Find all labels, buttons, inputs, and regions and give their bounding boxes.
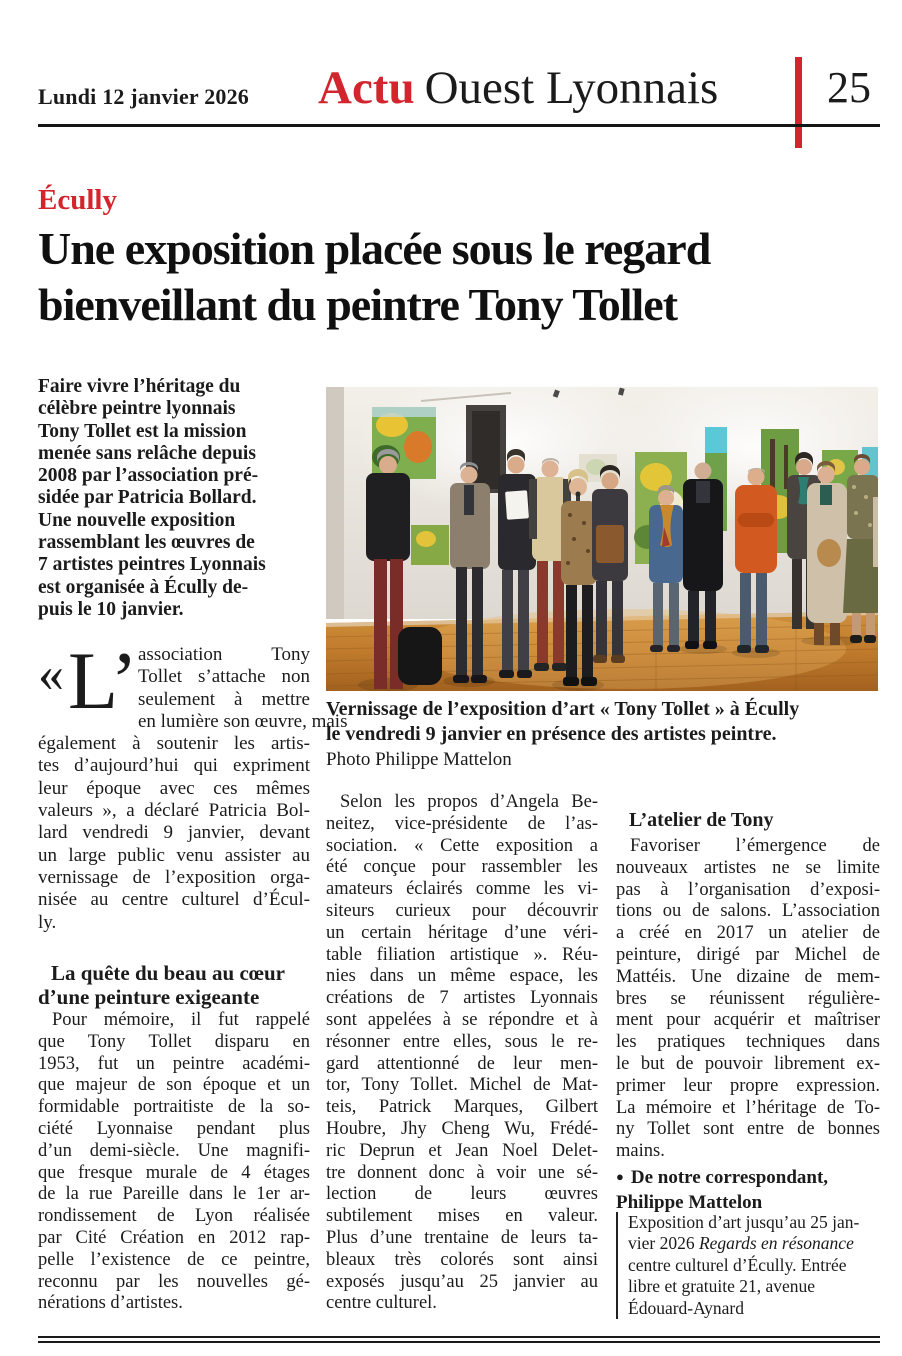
correspondent-byline xyxy=(616,1164,880,1215)
text-line: vernissage de l’exposition orga- xyxy=(38,866,310,888)
page-number-divider xyxy=(795,57,802,148)
byline-text: De notre correspondant, xyxy=(630,1167,829,1188)
text-line: rondissement de Lyon réalisée xyxy=(38,1206,310,1227)
kicker-city: Écully xyxy=(38,184,117,216)
text-line: tre donnent donc à voir une sé- xyxy=(326,1162,598,1183)
text-line: bleaux très colorés sont ainsi xyxy=(326,1249,598,1270)
body-paragraph-2 xyxy=(326,792,598,1315)
text-line: Plus d’une trentaine de leurs ta- xyxy=(326,1227,598,1248)
text-line: teis, Patrick Marques, Gilbert xyxy=(326,1097,598,1118)
text-line: seulement à mettre xyxy=(138,688,310,710)
text-line: en lumière son œuvre, mais xyxy=(138,710,348,732)
text-line: sidée par Patricia Bollard. xyxy=(38,487,257,509)
open-quote-mark: « xyxy=(38,646,62,703)
masthead-section: Ouest Lyonnais xyxy=(424,62,719,114)
text-line: Une nouvelle exposition xyxy=(38,509,236,531)
text-line: Exposition d’art jusqu’au 25 jan- xyxy=(628,1212,860,1232)
text-line: leur époque avec ces mêmes xyxy=(38,777,310,799)
photo-caption xyxy=(326,697,878,747)
text-line: ly. xyxy=(38,911,57,933)
text-line: créations de 7 artistes Lyonnais xyxy=(326,988,598,1009)
text-line: tions ou de salons. L’association xyxy=(616,901,880,922)
text-line: valeurs », a déclaré Patricia Bol- xyxy=(38,800,310,822)
text-line: neitez, vice-présidente de l’as- xyxy=(326,813,598,834)
text-line: a créé en 2017 un atelier de xyxy=(616,923,880,944)
headline xyxy=(38,221,858,333)
text-line: est organisée à Écully de- xyxy=(38,576,249,598)
text-line: 1953, fut un peintre académi- xyxy=(38,1053,310,1074)
text-line: gard attentionné de leur men- xyxy=(326,1053,598,1074)
drop-cap-block xyxy=(38,635,138,726)
text-line: Édouard-Aynard xyxy=(628,1297,744,1318)
text-line: Mattéis. Une dizaine de mem- xyxy=(616,966,880,987)
text-line: Houbre, Jhy Cheng Wu, Frédé- xyxy=(326,1118,598,1139)
text-line: pelle l’existence de ce peintre, xyxy=(38,1249,310,1270)
text-line: Pour mémoire, il fut rappelé xyxy=(52,1010,310,1030)
subhead-atelier: L’atelier de Tony xyxy=(629,809,774,831)
text-line: lection de leurs œuvres xyxy=(326,1184,598,1205)
body-paragraph-1 xyxy=(38,1010,310,1315)
text-line: ric Deprun et Jean Noel Delet- xyxy=(326,1140,598,1161)
text-line: un large public venu assister au xyxy=(38,844,310,866)
backpack xyxy=(398,627,442,685)
text-line: Tollet s’attache non xyxy=(138,666,310,688)
text-line: les pratiques techniques dans xyxy=(616,1032,880,1053)
text-line: 2008 par l’association pré- xyxy=(38,465,259,487)
text-line: lard vendredi 9 janvier, devant xyxy=(38,822,310,844)
drop-cap: L’ xyxy=(68,635,138,726)
article-photo xyxy=(326,387,878,691)
text-line: pas à l’organisation d’exposi- xyxy=(616,879,880,900)
text-line: ment pour acquérir et maîtriser xyxy=(616,1010,880,1031)
text-line: que Tony Tollet disparu en xyxy=(38,1031,310,1052)
vernissage-photo-illustration xyxy=(326,387,878,691)
text-line: puis le 10 janvier. xyxy=(38,598,184,620)
text-line: libre et gratuite 21, avenue xyxy=(628,1276,816,1297)
text-line: bienveillant du peintre Tony Tollet xyxy=(38,279,678,330)
text-line: nérations d’artistes. xyxy=(38,1293,183,1314)
text-line: nouveaux artistes ne se limite xyxy=(616,857,880,878)
text-line: subtilement mises en valeur. xyxy=(326,1206,598,1227)
text-line: le vendredi 9 janvier en présence des artistes peintre. xyxy=(326,723,777,745)
text-line: reconnu par les nouvelles gé- xyxy=(38,1271,310,1292)
lead-paragraph xyxy=(38,376,310,621)
text-line: ciété Lyonnaise pendant plus xyxy=(38,1118,310,1139)
text-line: association Tony xyxy=(138,644,310,665)
footer-rule-top xyxy=(38,1336,880,1338)
byline-name: Philippe Mattelon xyxy=(616,1192,763,1213)
text-line: vier 2026 Regards en résonance xyxy=(628,1233,854,1254)
text-line: centre culturel d’Écully. Entrée xyxy=(628,1254,847,1275)
text-line: mains. xyxy=(616,1141,665,1162)
bullet-icon: ● xyxy=(616,1169,624,1184)
body-paragraph-3 xyxy=(616,836,880,1163)
text-line: ny Tollet sont entre de bonnes xyxy=(616,1119,880,1140)
text-line: Selon les propos d’Angela Be- xyxy=(340,792,598,812)
text-line: centre culturel. xyxy=(326,1293,437,1314)
edition-date: Lundi 12 janvier 2026 xyxy=(38,84,249,109)
quote-paragraph xyxy=(38,635,348,934)
footer-rule-bottom xyxy=(38,1341,880,1343)
text-line: peinture, dirigé par Michel de xyxy=(616,944,880,965)
text-line: que fresque murale de 4 étages xyxy=(38,1162,310,1183)
text-line: sont appelées à se répondre et à xyxy=(326,1009,598,1030)
page-number: 25 xyxy=(827,63,871,112)
text-line: bres se réunissent régulière- xyxy=(616,988,880,1009)
text-line: exposés jusqu’au 25 janvier au xyxy=(326,1271,598,1292)
text-line: La quête du beau au cœur xyxy=(51,961,285,985)
text-line: La mémoire et l’héritage de To- xyxy=(616,1097,880,1118)
masthead xyxy=(318,62,718,114)
text-line: également à soutenir les artis- xyxy=(38,733,310,755)
text-line: rassemblant les œuvres de xyxy=(38,532,255,554)
text-line: amateurs éclairés comme les vi- xyxy=(326,879,598,900)
text-line: sociation. « Cette exposition a xyxy=(326,835,598,856)
text-line: primer leur propre expression. xyxy=(616,1075,880,1096)
text-line: Tony Tollet est la mission xyxy=(38,420,247,442)
text-line: un certain héritage d’une véri- xyxy=(326,922,598,943)
text-line: par Cité Création en 2012 rap- xyxy=(38,1227,310,1248)
text-line: tor, Tony Tollet. Michel de Mat- xyxy=(326,1075,598,1096)
text-line: Faire vivre l’héritage du xyxy=(38,376,241,397)
masthead-brand: Actu xyxy=(318,62,415,114)
photo-credit: Photo Philippe Mattelon xyxy=(326,749,512,770)
text-line: Vernissage de l’exposition d’art « Tony Tollet » à Écully xyxy=(326,698,800,720)
text-line: de la rue Pareille dans le 1er ar- xyxy=(38,1184,310,1205)
text-line: que majeur de son époque et un xyxy=(38,1075,310,1096)
text-line: nies dans un même espace, les xyxy=(326,966,598,987)
text-line: tes d’aujourd’hui qui expriment xyxy=(38,755,310,777)
byline-line xyxy=(616,1164,880,1190)
text-line: d’une peinture exigeante xyxy=(38,984,260,1009)
text-line: célèbre peintre lyonnais xyxy=(38,398,236,420)
text-line: menée sans relâche depuis xyxy=(38,442,256,464)
subhead-la-quete xyxy=(38,962,310,1009)
text-line: le but de pouvoir librement ex- xyxy=(616,1053,880,1074)
text-line: d’un demi-siècle. Une magnifi- xyxy=(38,1140,310,1161)
text-line: été conçue pour rassembler les xyxy=(326,857,598,878)
text-line: table filiation artistique ». Réu- xyxy=(326,944,598,965)
text-line: 7 artistes peintres Lyonnais xyxy=(38,554,266,576)
text-line: nisée au centre culturel d’Écul- xyxy=(38,889,310,911)
text-line: Favoriser l’émergence de xyxy=(630,836,880,856)
text-line: Une exposition placée sous le regard xyxy=(38,223,711,274)
practical-info-box xyxy=(616,1212,880,1319)
text-line: siteurs curieux pour découvrir xyxy=(326,900,598,921)
text-line: résonner entre elles, sous le re- xyxy=(326,1031,598,1052)
header-rule xyxy=(38,124,880,127)
text-line: formidable portraitiste de la so- xyxy=(38,1097,310,1118)
